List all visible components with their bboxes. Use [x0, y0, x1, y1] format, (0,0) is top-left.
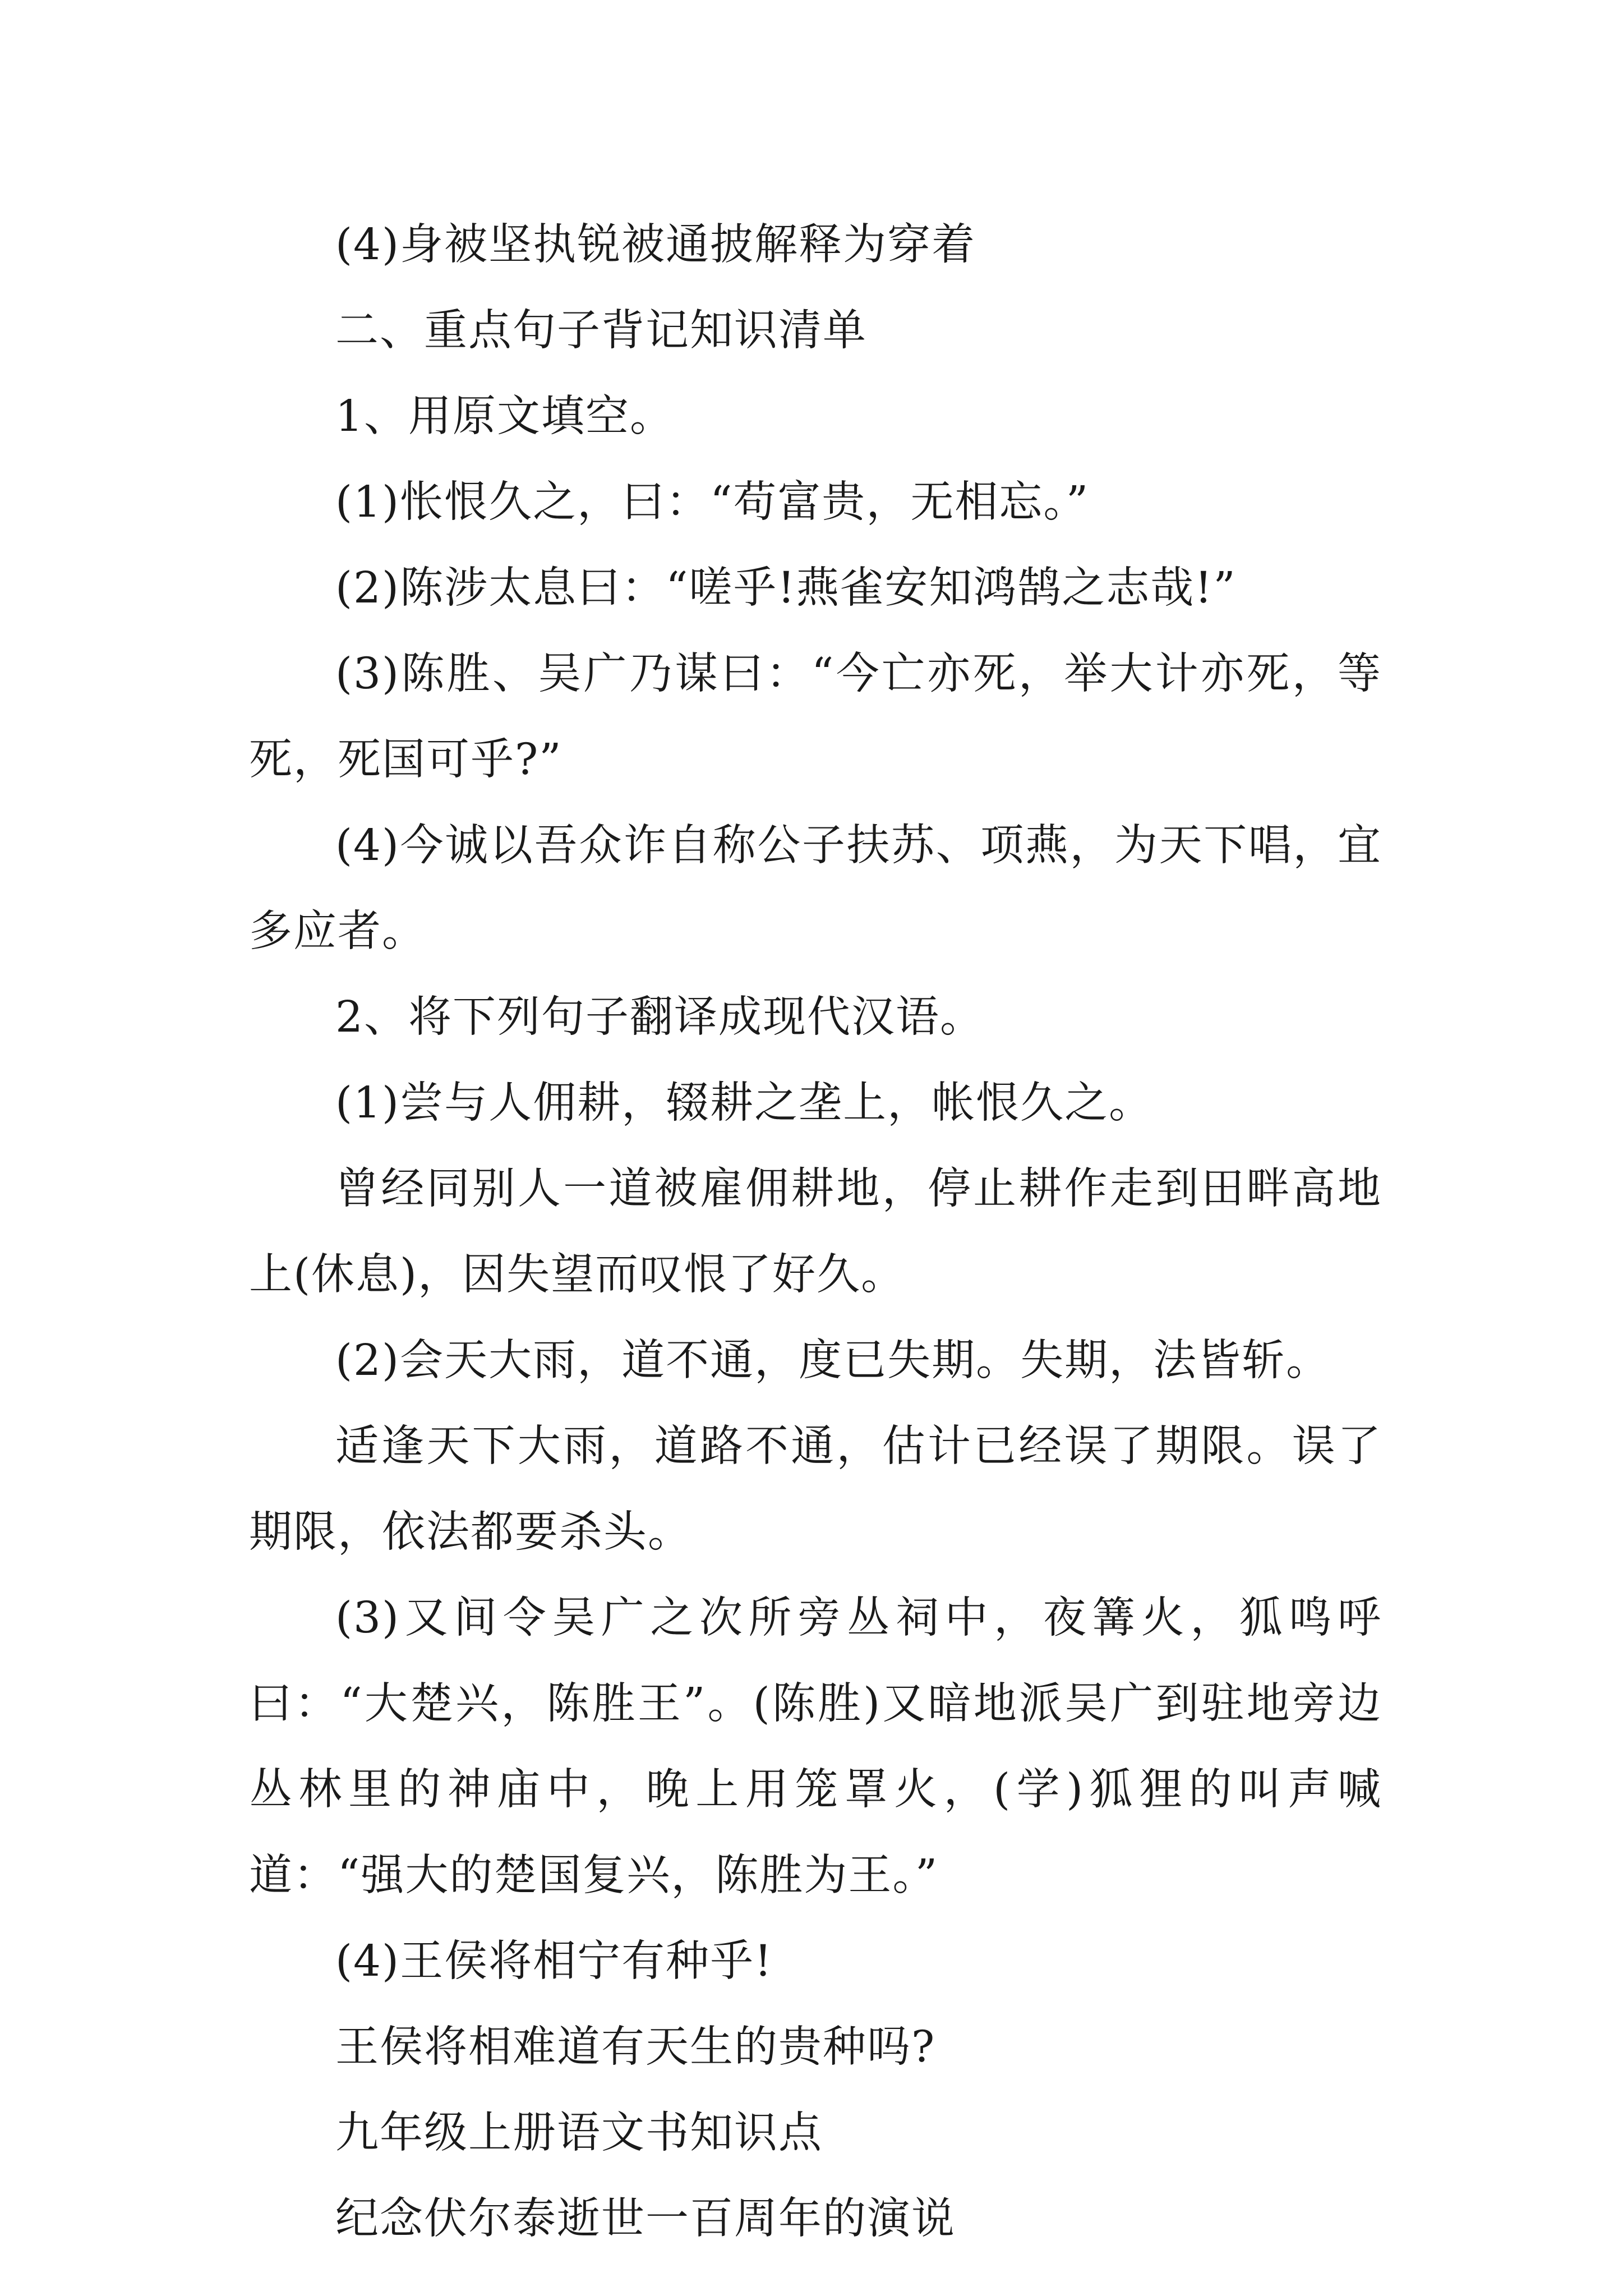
translate-item-4-answer: 王侯将相难道有天生的贵种吗? — [335, 2022, 936, 2072]
translate-item-2-source: (2)会天大雨，道不通，度已失期。失期，法皆斩。 — [335, 1336, 1331, 1386]
fill-in-item-3: (3)陈胜、吴广乃谋曰：“今亡亦死，举大计亦死，等死，死国可乎?” — [249, 649, 1382, 785]
translate-item-2-answer: 适逢天下大雨，道路不通，估计已经误了期限。误了期限，依法都要杀头。 — [249, 1421, 1382, 1557]
exercise-heading-fill-in: 1、用原文填空。 — [335, 392, 674, 441]
translate-item-1-source: (1)尝与人佣耕，辍耕之垄上，帐恨久之。 — [335, 1078, 1154, 1128]
exercise-heading-translate: 2、将下列句子翻译成现代汉语。 — [335, 992, 984, 1042]
fill-in-item-4: (4)今诚以吾众诈自称公子扶苏、项燕，为天下唱，宜多应者。 — [249, 821, 1382, 956]
lesson-title-voltaire: 纪念伏尔泰逝世一百周年的演说 — [335, 2194, 956, 2244]
section-heading-key-sentences: 二、重点句子背记知识清单 — [335, 306, 867, 356]
fill-in-item-1: (1)怅恨久之，曰：“苟富贵，无相忘。” — [335, 477, 1090, 527]
translate-item-1-answer: 曾经同别人一道被雇佣耕地，停止耕作走到田畔高地上(休息)，因失望而叹恨了好久。 — [249, 1164, 1382, 1300]
paragraph-4-pi-explanation: (4)身被坚执锐被通披解释为穿着 — [335, 220, 976, 270]
translate-item-4-source: (4)王侯将相宁有种乎! — [335, 1936, 773, 1986]
document-body — [249, 202, 1382, 2262]
section-heading-grade9: 九年级上册语文书知识点 — [335, 2108, 823, 2158]
translate-item-3: (3)又间令吴广之次所旁丛祠中，夜篝火，狐鸣呼曰：“大楚兴，陈胜王”。(陈胜)又暗地派吴广到驻地旁边丛林里的神庙中，晚上用笼罩火，(学)狐狸的叫声喊道：“强大的楚国复兴，陈胜为王。” — [249, 1593, 1382, 1901]
fill-in-item-2: (2)陈涉太息曰：“嗟乎!燕雀安知鸿鹄之志哉!” — [335, 563, 1237, 613]
